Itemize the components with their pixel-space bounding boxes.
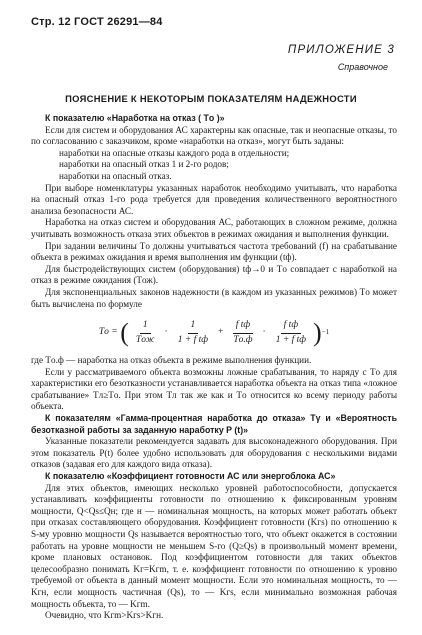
formula [31, 313, 397, 353]
formula-exponent: −1 [321, 328, 330, 337]
paragraph: Наработка на отказ систем и оборудования АС, работающих в сложном режиме, должна учитывать возможность отказа этих объектов в режимах ожидания и выполнения функции. [31, 217, 397, 239]
formula-term-3: $\frac{\text{f tф}}{Tо.ф}$ [233, 320, 253, 345]
formula-equals: = [111, 327, 118, 338]
formula-paren-right: ) [313, 318, 322, 348]
paragraph: Если у рассматриваемого объекта возможны ложные срабатывания, то наряду с Tо для характеристики его безотказности устанавливается наработка объекта на отказ типа «ложное срабатывание» Tл≥Tо. При этом Tл так же как и Tо относится ко всему периоду работы объекта. [31, 366, 397, 412]
appendix-subtitle: Справочное [337, 62, 388, 72]
list-item: наработки на опасные отказы каждого рода в отдельности; [59, 147, 290, 158]
formula-lhs: Tо [98, 327, 109, 338]
paragraph: Если для систем и оборудования АС характерны как опасные, так и неопасные отказы, то по согласованию с заказчиком, кроме «наработки на отказ», могут быть заданы: [31, 124, 397, 147]
paragraph: где Tо.ф — наработка на отказ объекта в режиме выполнения функции. [31, 355, 312, 366]
formula-term-2: $\frac{1}{\text{1 + f tф}}$ [177, 320, 209, 345]
list-item: наработки на опасный отказ. [59, 170, 172, 181]
page-header: Стр. 12 ГОСТ 26291—84 [31, 16, 163, 28]
paragraph: Для этих объектов, имеющих несколько уровней работоспособности, допускается устанавливать коэффициенты готовности по отношению к фиксированным уровням мощности, Q<Qs≤Qн; где н — номинальная мощность, на которых может работать объект при отказах составляющего оборудования. Коэффициент готовности (Kгs) по отношению к S-му уровню мощности Qs называется вероятностью того, что объект окажется в состоянии работать на уровне мощности не меньшем S-го (Q≥Qs) в произвольный момент времени, кроме плановых остановок. Под коэффициентом готовности для таких объектов целесообразно понимать Kг=Kгm, т. е. коэффициент готовности по отношению к уровню требуемой от объекта в данный момент мощности. Если это номинальная мощность, то — Kгн, если мощность частичная (Qs), то — Kгs, если минимально возможная рабочая мощность объекта, то — Kгm. [31, 482, 397, 609]
paragraph: При задании величины Tо должны учитываться частота требований (f) на срабатывание объекта в режимах ожидания и время выполнения им функции (tф). [31, 240, 397, 263]
section3-heading: К показателю «Коэффициент готовности АС или энергоблока АС» [45, 471, 336, 482]
paragraph: Для быстродействующих систем (оборудования) tф→0 и Tо совпадает с наработкой на отказ в режиме ожидания (Tож). [31, 263, 397, 286]
document-body [31, 113, 397, 622]
paragraph: Для экспоненциальных законов надежности (в каждом из указанных режимов) Tо может быть вычислена по формуле [31, 286, 397, 309]
paragraph: При выборе номенклатуры указанных наработок необходимо учитывать, что наработка на опасный отказ 1-го рода требуется для проведения количественного вероятностного анализа безопасности АС. [31, 182, 397, 216]
paragraph: Очевидно, что Kгm>Kгs>Kгн. [45, 610, 164, 621]
list-item: наработки на опасный отказ 1 и 2-го родов; [59, 159, 229, 170]
appendix-title: ПРИЛОЖЕНИЕ 3 [287, 44, 395, 56]
paragraph: Указанные показатели рекомендуется задавать для высоконадежного оборудования. При этом показатель P(t) более удобно использовать для оборудования с несколькими видами отказов (задавая его для каждого вида отказа). [31, 436, 397, 470]
formula-term-4: $\frac{\text{f tф}}{\text{1 + f tф}}$ [275, 320, 307, 345]
section1-heading: К показателю «Наработка на отказ ( Tо )» [45, 113, 225, 123]
formula-op: · [262, 327, 266, 338]
formula-op: + [218, 327, 224, 338]
section2-heading: К показателям «Гамма-процентная наработка до отказа» Tγ и «Вероятность безотказной работы за заданную наработку P (t)» [31, 413, 397, 435]
document-title: ПОЯСНЕНИЕ К НЕКОТОРЫМ ПОКАЗАТЕЛЯМ НАДЕЖНОСТИ [65, 93, 357, 104]
formula-term-1: $\frac{1}{\text{Tож}}$ [135, 320, 155, 345]
formula-op: · [164, 327, 168, 338]
formula-paren-left: ( [120, 318, 129, 348]
